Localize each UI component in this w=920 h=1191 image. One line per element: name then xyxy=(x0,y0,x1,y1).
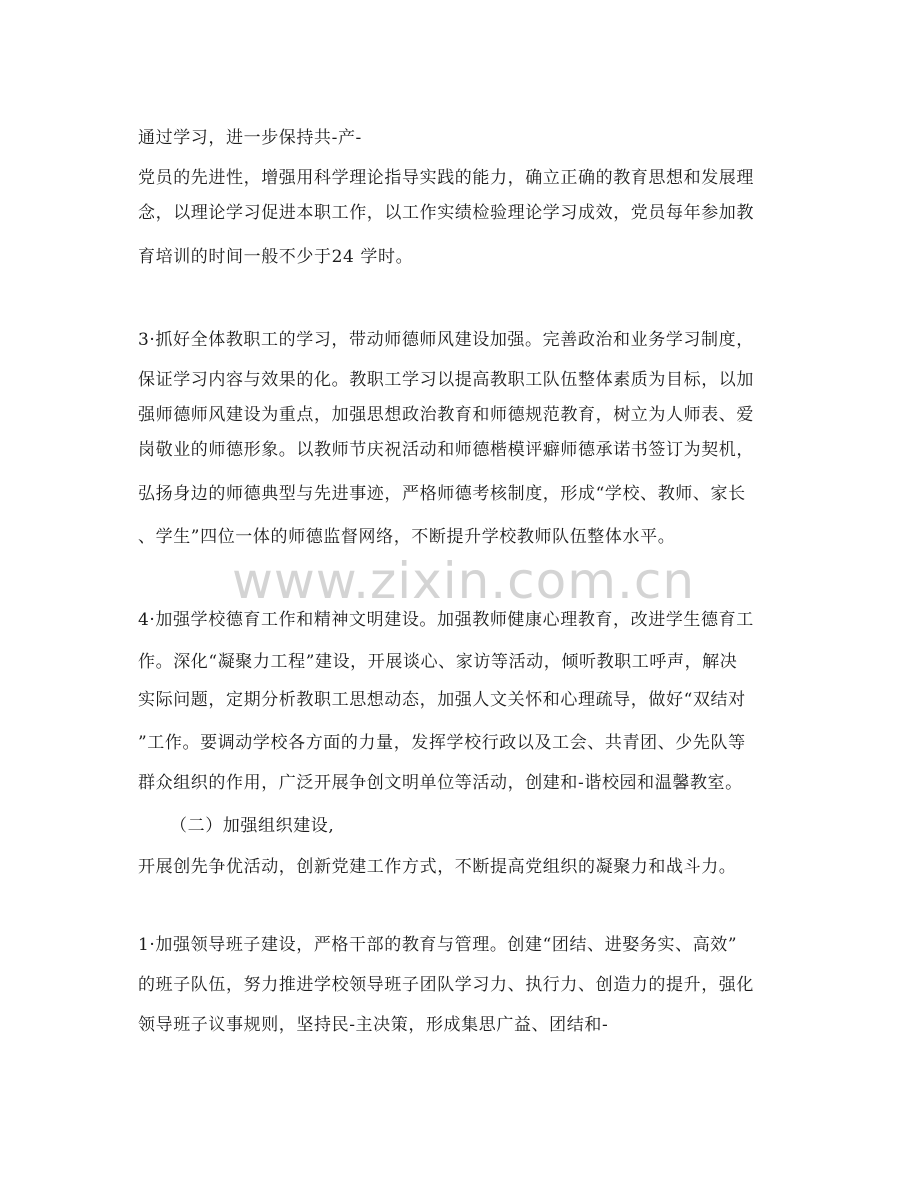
text-line: 领导班子议事规则，坚持民-主决策，形成集思广益、团结和- xyxy=(138,1015,609,1035)
text-line: 通过学习，进一步保持共-产- xyxy=(138,128,362,148)
text-line: 群众组织的作用，广泛开展争创文明单位等活动，创建和-谐校园和温馨教室。 xyxy=(138,773,743,793)
text-line: 实际问题，定期分析教职工思想动态，加强人文关怀和心理疏导，做好“双结对 xyxy=(138,690,746,710)
text-line: 3·抓好全体教职工的学习，带动师德师风建设加强。完善政治和业务学习制度， xyxy=(138,330,754,350)
text-line: 弘扬身边的师德典型与先进事迹，严格师德考核制度，形成“学校、教师、家长 xyxy=(138,484,746,504)
watermark: www.zixin.com.cn xyxy=(232,552,696,610)
text-line: 育培训的时间一般不少于24 学时。 xyxy=(138,247,414,267)
text-line: 作。深化“凝聚力工程”建设，开展谈心、家访等活动，倾听教职工呼声，解决 xyxy=(138,652,738,672)
text-line: 开展创先争优活动，创新党建工作方式，不断提高党组织的凝聚力和战斗力。 xyxy=(138,857,737,877)
section-heading: （二）加强组织建设, xyxy=(170,816,335,836)
text-line: 、学生”四位一体的师德监督网络，不断提升学校教师队伍整体水平。 xyxy=(138,527,676,547)
text-line: ”工作。要调动学校各方面的力量，发挥学校行政以及工会、共青团、少先队等 xyxy=(138,733,746,753)
text-line: 岗敬业的师德形象。以教师节庆祝活动和师德楷模评癖师德承诺书签订为契机， xyxy=(138,440,754,460)
text-line: 4·加强学校德育工作和精神文明建设。加强教师健康心理教育，改进学生德育工 xyxy=(138,610,754,630)
text-line: 1·加强领导班子建设，严格干部的教育与管理。创建“团结、进娶务实、高效” xyxy=(138,935,738,955)
text-line: 保证学习内容与效果的化。教职工学习以提高教职工队伍整体素质为目标，以加 xyxy=(138,370,754,390)
text-line: 的班子队伍，努力推进学校领导班子团队学习力、执行力、创造力的提升，强化 xyxy=(138,975,754,995)
text-line: 党员的先进性，增强用科学理论指导实践的能力，确立正确的教育思想和发展理 xyxy=(138,168,754,188)
text-line: 念，以理论学习促进本职工作，以工作实绩检验理论学习成效，党员每年参加教 xyxy=(138,203,754,223)
text-line: 强师德师风建设为重点，加强思想政治教育和师德规范教育，树立为人师表、爱 xyxy=(138,405,754,425)
